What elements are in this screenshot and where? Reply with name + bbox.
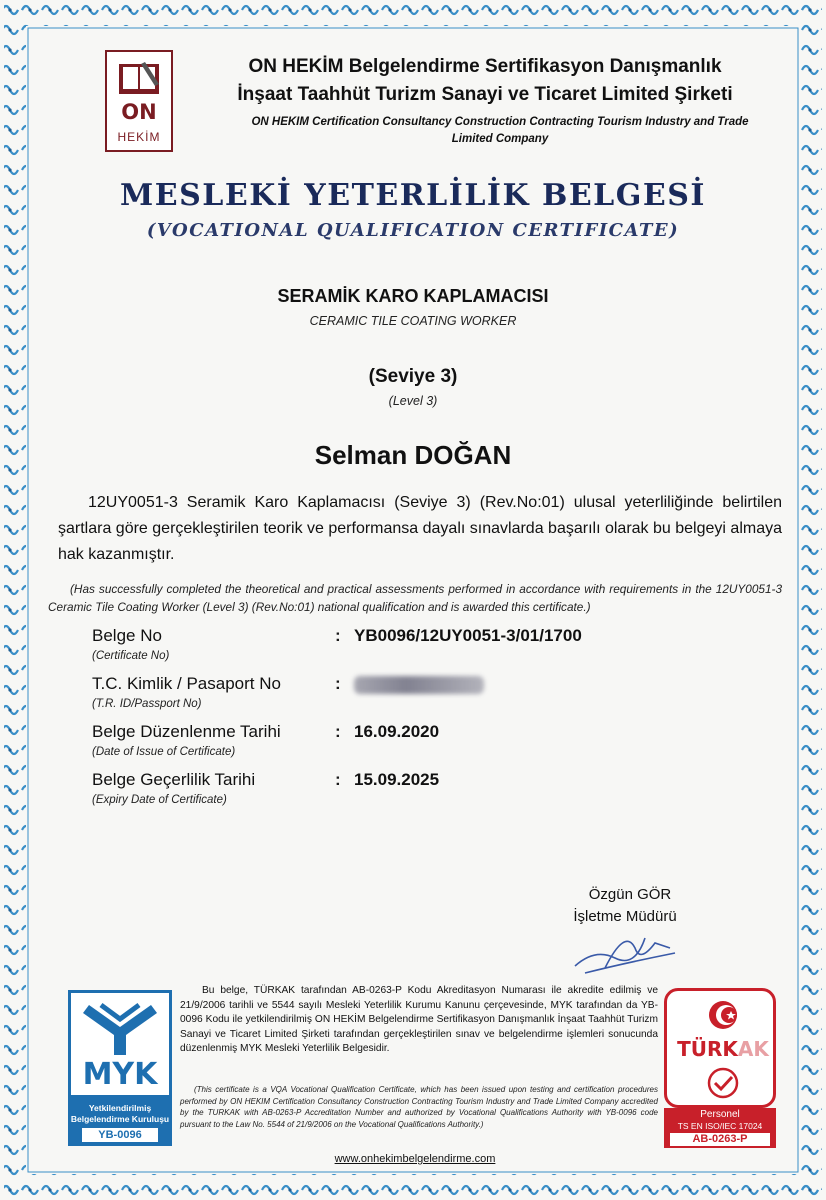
- myk-code: YB-0096: [82, 1128, 158, 1142]
- field-colon: :: [335, 770, 341, 789]
- signatory-name: Özgün GÖR: [588, 886, 672, 903]
- certificate-content: [40, 38, 786, 1164]
- myk-line2: Belgelendirme Kuruluşu: [70, 1114, 170, 1124]
- certificate-title-english: (VOCATIONAL QUALIFICATION CERTIFICATE): [146, 220, 680, 241]
- myk-emblem-icon: [71, 997, 169, 1059]
- signatory-title: İşletme Müdürü: [573, 908, 677, 925]
- field-label: Belge Düzenlenme Tarihi: [92, 722, 281, 741]
- turkak-word: [667, 1037, 779, 1061]
- statement-english: (Has successfully completed the theoretical and practical assessments performed in accordance with requirements in the 12UY0051-3 Ceramic Tile Coating Worker (Level 3) (Rev.No:01) national qualification and is awarded this certificate.): [48, 582, 782, 614]
- handwritten-signature: [565, 918, 685, 978]
- certificate-title: MESLEKİ YETERLİLİK BELGESİ: [120, 178, 706, 213]
- myk-logo-box: [68, 990, 172, 1098]
- website-link[interactable]: www.onhekimbelgelendirme.com: [334, 1153, 496, 1165]
- level-english: (Level 3): [388, 394, 438, 408]
- logo-on-text: ON: [121, 100, 157, 124]
- holder-name: Selman DOĞAN: [314, 440, 512, 470]
- logo-hekim-text: HEKİM: [117, 130, 161, 144]
- level: (Seviye 3): [368, 366, 458, 387]
- statement-turkish: 12UY0051-3 Seramik Karo Kaplamacısı (Seviye 3) (Rev.No:01) ulusal yeterliliğinde belirtilen şartlara göre gerçekleştirilen teorik ve performansa dayalı sınavlarda başarılı olarak bu belgeyi almaya hak kazanmıştır.: [58, 494, 782, 563]
- turkak-code: AB-0263-P: [670, 1133, 770, 1146]
- myk-line1: Yetkilendirilmiş: [88, 1103, 152, 1113]
- field-label-english: (Expiry Date of Certificate): [92, 794, 227, 806]
- field-issue-date: [92, 722, 752, 770]
- organization-name-line1: ON HEKİM Belgelendirme Sertifikasyon Danışmanlık: [248, 56, 722, 77]
- field-label-english: (Certificate No): [92, 650, 170, 662]
- field-label: Belge Geçerlilik Tarihi: [92, 770, 256, 789]
- field-label-english: (Date of Issue of Certificate): [92, 746, 236, 758]
- field-id-number: [92, 674, 752, 722]
- myk-word: MYK: [82, 1057, 158, 1092]
- field-certificate-no: [92, 626, 752, 674]
- turkak-word-a: TÜRK: [677, 1037, 738, 1061]
- field-colon: :: [335, 674, 341, 693]
- turkak-logo: [664, 988, 776, 1148]
- turkak-word-b: AK: [737, 1037, 769, 1061]
- turkak-personel: Personel: [700, 1109, 740, 1120]
- field-label: Belge No: [92, 626, 162, 645]
- on-hekim-logo: [105, 50, 173, 152]
- check-circle-icon: [667, 1065, 779, 1105]
- footer-note-english: (This certificate is a VQA Vocational Qualification Certificate, which has been issued upon testing and certification procedures performed by ON HEKIM Certification Consultancy Construction Contracting Tourism Industry and Trade Limited Company accredited by the TURKAK with AB-0263-P Accreditation Number and authorized by Vocational Qualifications Authority with YB-0096 code pursuant to the Law No. 5544 of 21/9/2006 on the Vocational Qualifications Authority.): [180, 1085, 658, 1129]
- field-label-english: (T.R. ID/Passport No): [92, 698, 202, 710]
- crescent-star-icon: [667, 995, 779, 1039]
- field-value: YB0096/12UY0051-3/01/1700: [354, 626, 582, 645]
- redacted-id-value: [354, 676, 484, 694]
- book-pen-icon: [115, 58, 163, 96]
- field-value: 15.09.2025: [354, 770, 440, 789]
- turkak-standard: TS EN ISO/IEC 17024: [677, 1121, 763, 1131]
- myk-logo: [68, 990, 172, 1146]
- occupation-title-english: CERAMIC TILE COATING WORKER: [309, 314, 517, 328]
- occupation-title: SERAMİK KARO KAPLAMACISI: [277, 286, 549, 306]
- organization-name-english: ON HEKIM Certification Consultancy Construction Contracting Tourism Industry and Trade Limited Company: [251, 116, 749, 145]
- footer-note-turkish: Bu belge, TÜRKAK tarafından AB-0263-P Kodu Akreditasyon Numarası ile akredite edilmiş ve 21/9/2006 tarihli ve 5544 sayılı Mesleki Yeterlilik Kurumu Kanunu çerçevesinde, MYK tarafından da YB-0096 Kodu ile yetkilendirilmiş ON HEKİM Belgelendirme Sertifikasyon Danışmanlık İnşaat Taahhüt Turizm Sanayi ve Ticaret Limited Şirketi tarafından gerçekleştirilen sınav ve belgelendirme işlemleri sonucunda düzenlenmiş MYK Mesleki Yeterlilik Belgesidir.: [180, 985, 658, 1054]
- field-expiry-date: [92, 770, 752, 818]
- field-value: 16.09.2020: [354, 722, 440, 741]
- field-label: T.C. Kimlik / Pasaport No: [92, 674, 281, 693]
- turkak-logo-box: [664, 988, 776, 1108]
- certificate-fields: [92, 626, 752, 818]
- field-colon: :: [335, 722, 341, 741]
- field-colon: :: [335, 626, 341, 645]
- organization-name-line2: İnşaat Taahhüt Turizm Sanayi ve Ticaret Limited Şirketi: [237, 84, 733, 105]
